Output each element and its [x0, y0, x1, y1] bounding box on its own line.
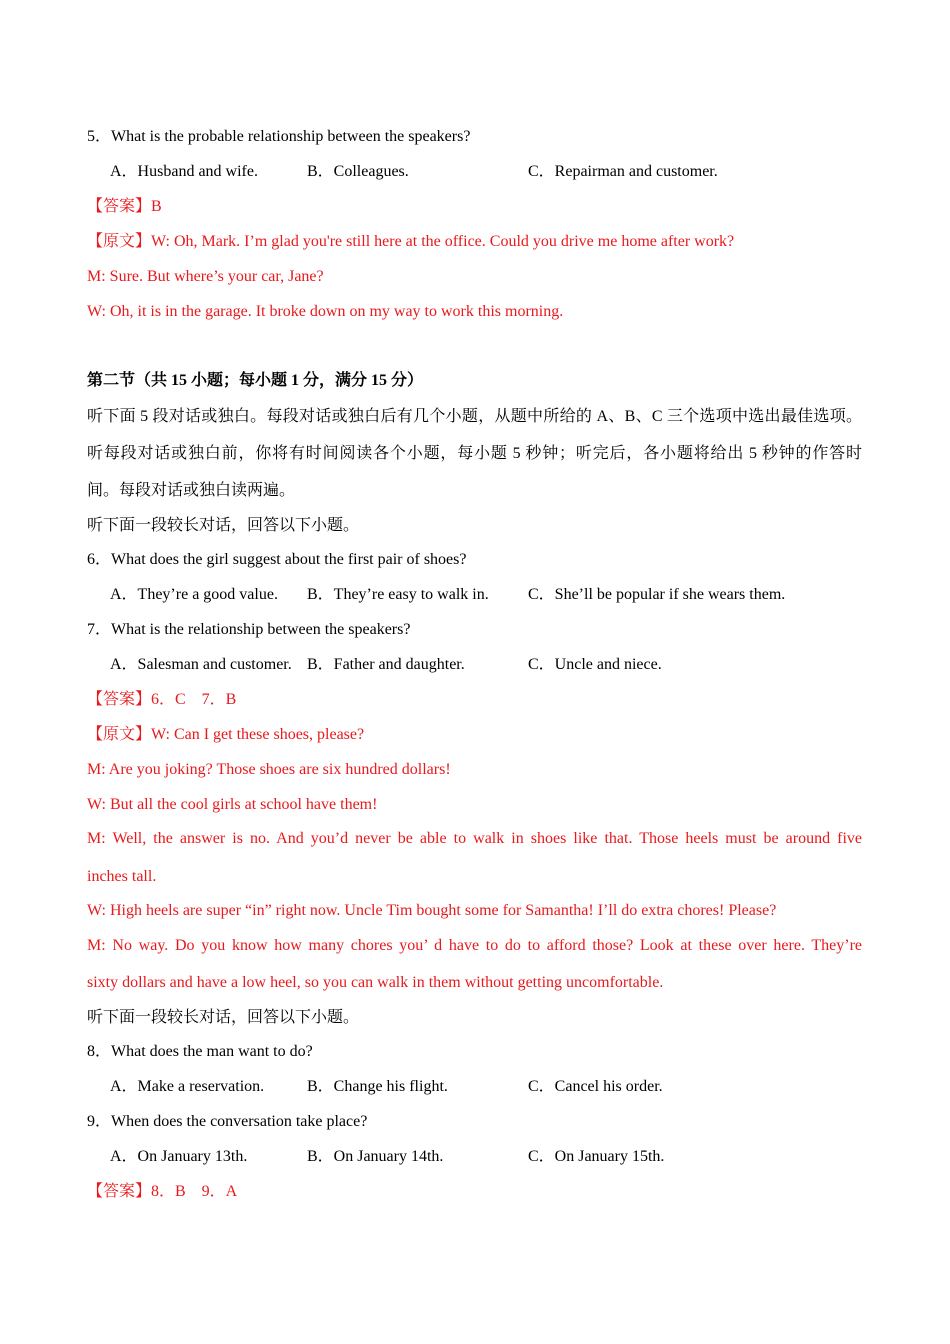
answer-8-9: 【答案】8．B 9．A — [87, 1183, 238, 1200]
q6-question: 6．What does the girl suggest about the first pair of shoes? — [87, 551, 467, 568]
answer-6-7: 【答案】6．C 7．B — [87, 691, 237, 708]
q8-option-a: A．Make a reservation. — [110, 1078, 265, 1095]
transcript-6-7-line: 【原文】W: Can I get these shoes, please? — [87, 726, 365, 743]
transcript-6-7-line: inches tall. — [87, 868, 157, 885]
q8-option-b: B．Change his flight. — [307, 1078, 448, 1095]
section-instructions: 听每段对话或独白前，你将有时间阅读各个小题，每小题 5 秒钟；听完后，各小题将给出 5 秒钟的作答时 — [87, 445, 862, 462]
q9-option-a: A．On January 13th. — [110, 1148, 248, 1165]
transcript-6-7-line: M: Well, the answer is no. And you’d never be able to walk in shoes like that. Those heels must be around five — [87, 830, 862, 847]
transcript-6-7-line: W: High heels are super “in” right now. Uncle Tim bought some for Samantha! I’ll do extra chores! Please? — [87, 902, 777, 919]
q9-option-c: C．On January 15th. — [528, 1148, 665, 1165]
q5-transcript-line: M: Sure. But where’s your car, Jane? — [87, 268, 324, 285]
q5-transcript-line: 【原文】W: Oh, Mark. I’m glad you're still here at the office. Could you drive me home after work? — [87, 233, 735, 250]
q7-option-c: C．Uncle and niece. — [528, 656, 662, 673]
q8-question: 8．What does the man want to do? — [87, 1043, 313, 1060]
q9-option-b: B．On January 14th. — [307, 1148, 444, 1165]
section-instructions: 间。每段对话或独白读两遍。 — [87, 482, 296, 499]
q7-option-b: B．Father and daughter. — [307, 656, 465, 673]
q5-option-a: A．Husband and wife. — [110, 163, 258, 180]
section-heading: 第二节（共 15 小题；每小题 1 分，满分 15 分） — [87, 372, 424, 389]
q6-option-c: C．She’ll be popular if she wears them. — [528, 586, 786, 603]
q5-option-b: B．Colleagues. — [307, 163, 409, 180]
transcript-6-7-line: sixty dollars and have a low heel, so you can walk in them without getting uncomfortable. — [87, 974, 664, 991]
transcript-6-7-line: M: No way. Do you know how many chores you’ d have to do to afford those? Look at these over here. They’re — [87, 937, 862, 954]
section-instructions: 听下面 5 段对话或独白。每段对话或独白后有几个小题，从题中所给的 A、B、C 三个选项中选出最佳选项。 — [87, 408, 862, 425]
dialogue-intro: 听下面一段较长对话，回答以下小题。 — [87, 1009, 360, 1026]
transcript-6-7-line: W: But all the cool girls at school have them! — [87, 796, 378, 813]
q9-question: 9．When does the conversation take place? — [87, 1113, 368, 1130]
q6-option-a: A．They’re a good value. — [110, 586, 278, 603]
dialogue-intro: 听下面一段较长对话，回答以下小题。 — [87, 517, 360, 534]
q7-option-a: A．Salesman and customer. — [110, 656, 292, 673]
q5-answer: 【答案】B — [87, 198, 162, 215]
q7-question: 7．What is the relationship between the speakers? — [87, 621, 411, 638]
q5-transcript-line: W: Oh, it is in the garage. It broke down on my way to work this morning. — [87, 303, 564, 320]
transcript-6-7-line: M: Are you joking? Those shoes are six hundred dollars! — [87, 761, 451, 778]
q5-question: 5．What is the probable relationship between the speakers? — [87, 128, 471, 145]
q5-option-c: C．Repairman and customer. — [528, 163, 718, 180]
q6-option-b: B．They’re easy to walk in. — [307, 586, 489, 603]
q8-option-c: C．Cancel his order. — [528, 1078, 663, 1095]
